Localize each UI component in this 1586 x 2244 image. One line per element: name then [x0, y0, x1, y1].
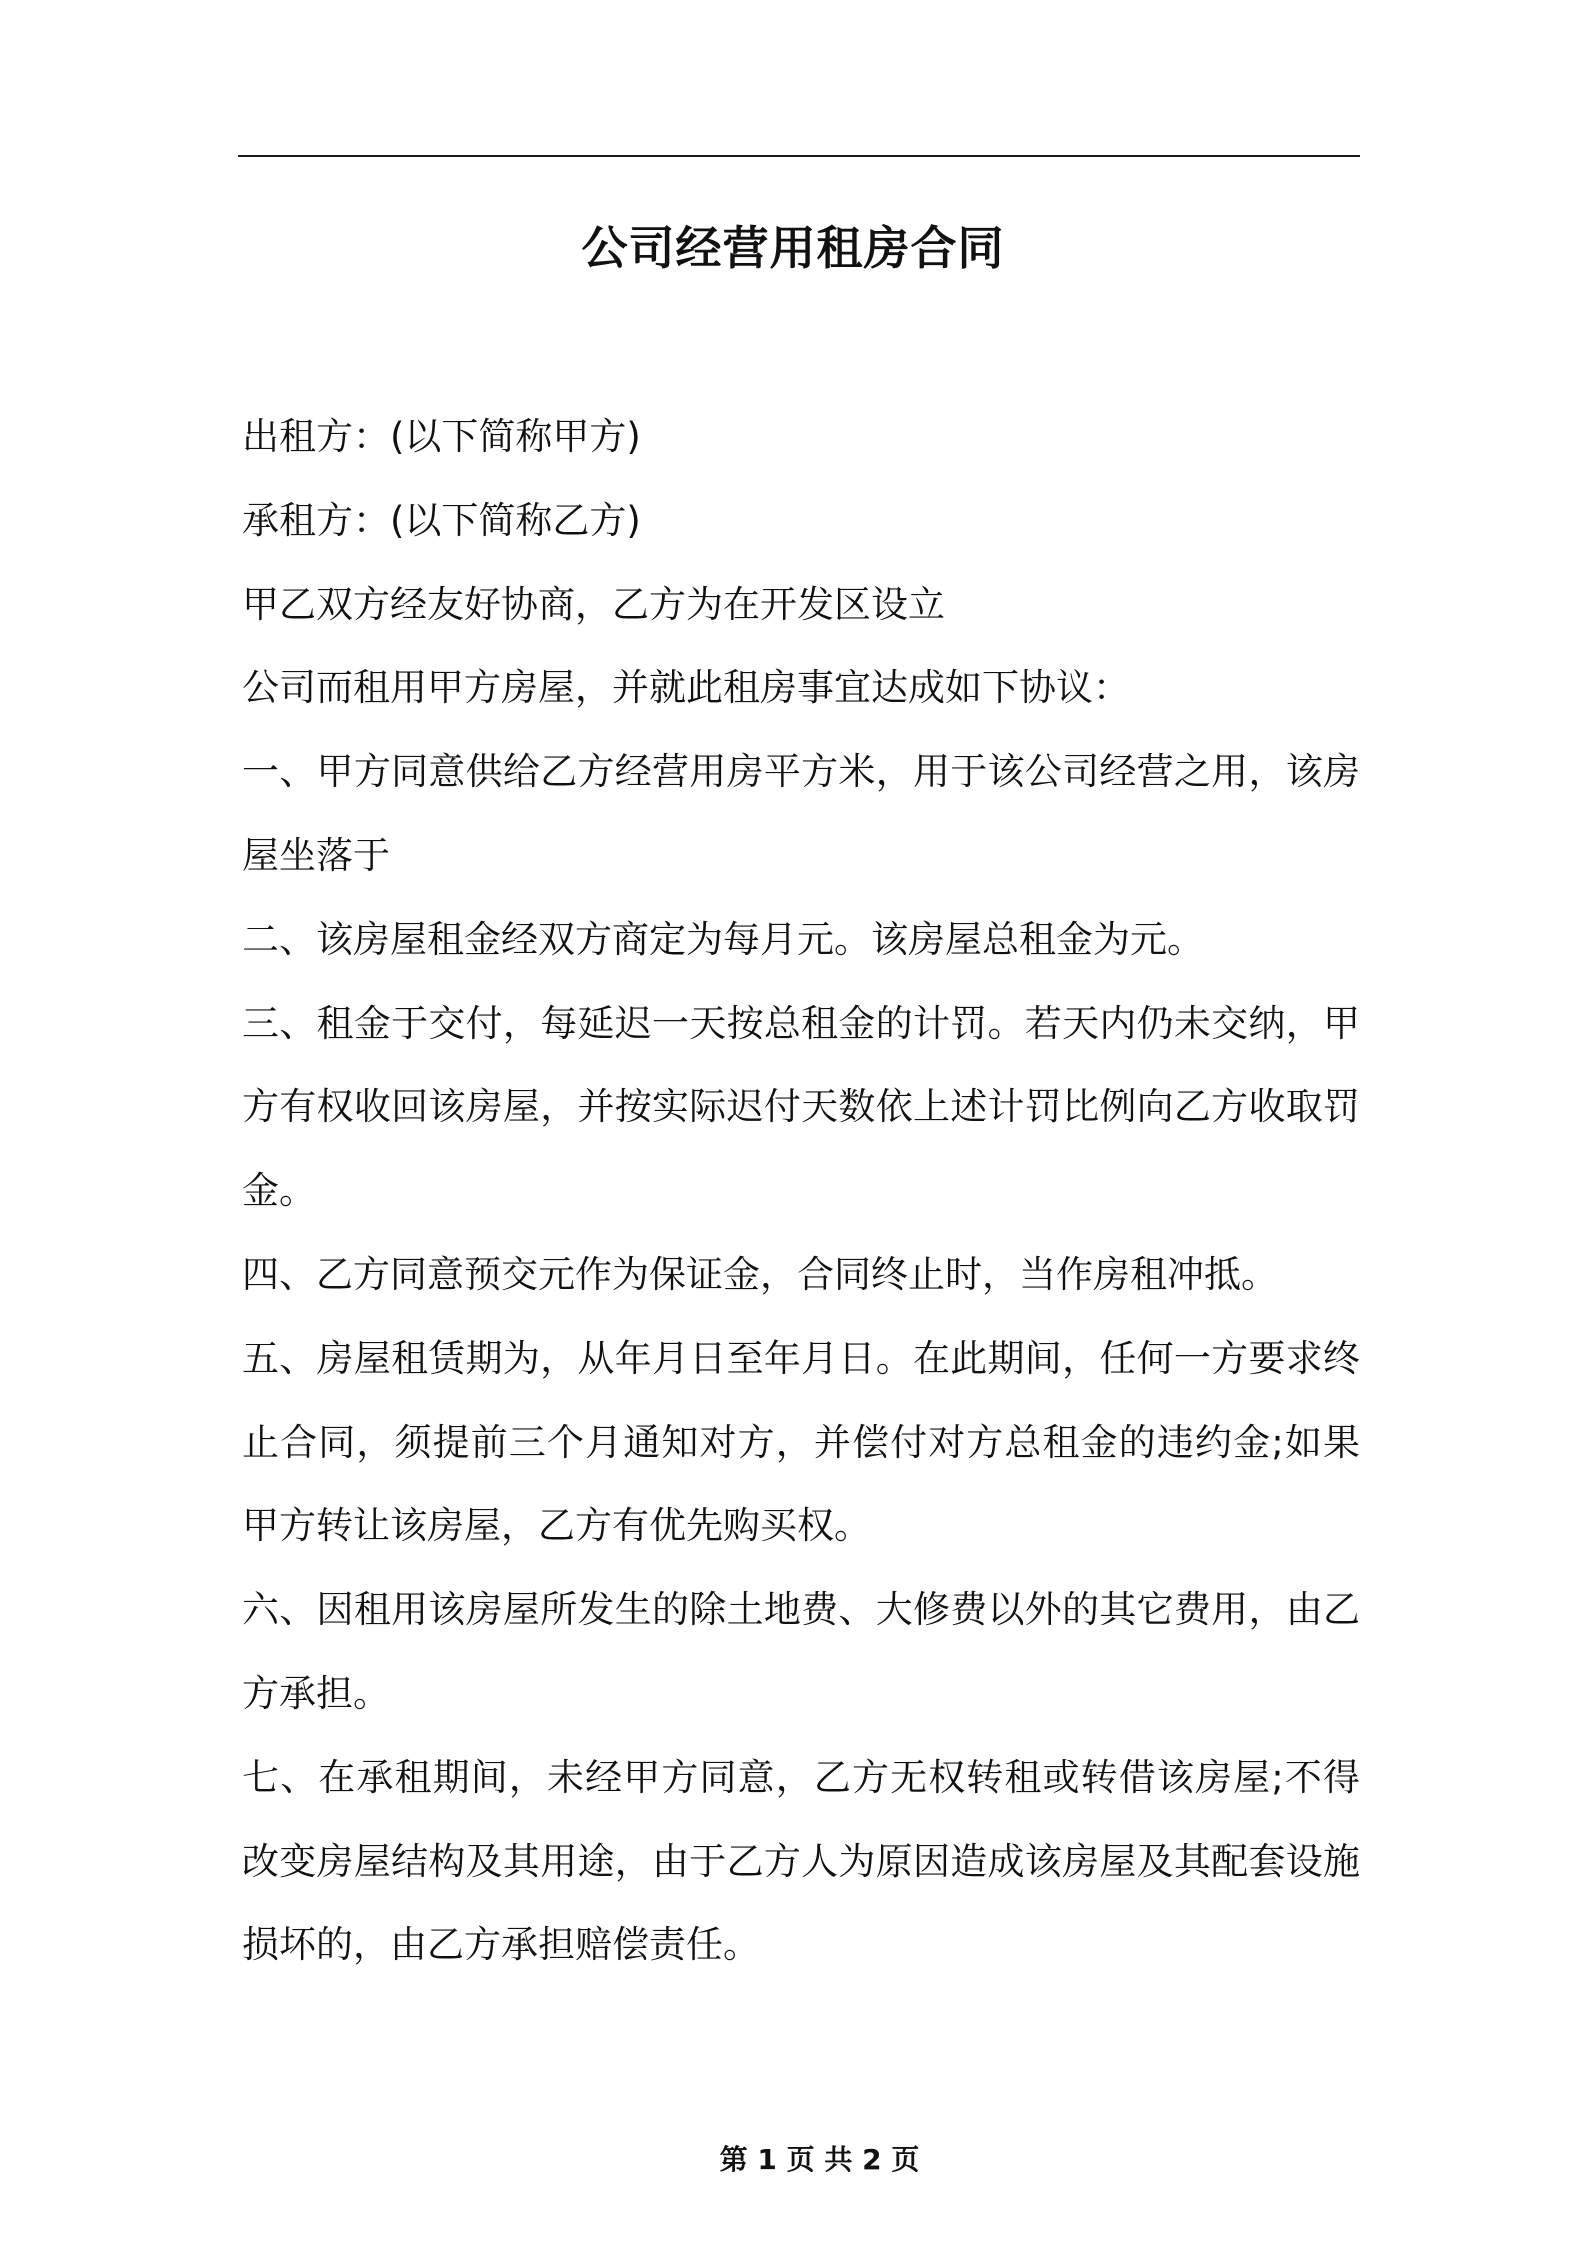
body-line: 一、甲方同意供给乙方经营用房平方米，用于该公司经营之用，该房 — [242, 750, 1360, 794]
party-lessor — [242, 395, 1360, 479]
body-line: 屋坐落于 — [242, 833, 390, 877]
clause-2 — [242, 898, 1360, 982]
body-line: 甲乙双方经友好协商，乙方为在开发区设立 — [242, 582, 945, 626]
clause-1 — [242, 730, 1360, 898]
preamble — [242, 563, 1360, 731]
document-title: 公司经营用租房合同 — [581, 221, 1005, 275]
body-line: 承租方：(以下简称乙方) — [242, 498, 641, 542]
body-line: 损坏的，由乙方承担赔偿责任。 — [242, 1923, 760, 1967]
body-line: 六、因租用该房屋所发生的除土地费、大修费以外的其它费用，由乙 — [242, 1588, 1360, 1632]
clause-6 — [242, 1568, 1360, 1736]
party-lessee — [242, 479, 1360, 563]
body-line: 三、租金于交付，每延迟一天按总租金的计罚。若天内仍未交纳，甲 — [242, 1001, 1360, 1045]
body-line: 方承担。 — [242, 1671, 390, 1715]
body-line: 四、乙方同意预交元作为保证金，合同终止时，当作房租冲抵。 — [242, 1252, 1278, 1296]
body-line: 五、房屋租赁期为，从年月日至年月日。在此期间，任何一方要求终 — [242, 1336, 1360, 1380]
body-line: 七、在承租期间，未经甲方同意，乙方无权转租或转借该房屋;不得 — [242, 1755, 1360, 1799]
body-line: 改变房屋结构及其用途，由于乙方人为原因造成该房屋及其配套设施 — [242, 1839, 1360, 1883]
body-line: 公司而租用甲方房屋，并就此租房事宜达成如下协议： — [242, 666, 1130, 710]
document-body — [242, 395, 1360, 1987]
body-line: 出租方：(以下简称甲方) — [242, 415, 641, 458]
body-line: 金。 — [242, 1169, 316, 1213]
clause-5 — [242, 1317, 1360, 1568]
clause-7 — [242, 1736, 1360, 1987]
page-footer — [0, 2100, 1586, 2176]
header-rule — [238, 155, 1360, 157]
body-line: 止合同，须提前三个月通知对方，并偿付对方总租金的违约金;如果 — [242, 1420, 1360, 1464]
body-line: 甲方转让该房屋，乙方有优先购买权。 — [242, 1504, 871, 1548]
page-number: 第 1 页 共 2 页 — [719, 2143, 920, 2176]
body-line: 方有权收回该房屋，并按实际迟付天数依上述计罚比例向乙方收取罚 — [242, 1085, 1360, 1129]
body-line: 二、该房屋租金经双方商定为每月元。该房屋总租金为元。 — [242, 917, 1204, 961]
clause-4 — [242, 1233, 1360, 1317]
clause-3 — [242, 982, 1360, 1233]
